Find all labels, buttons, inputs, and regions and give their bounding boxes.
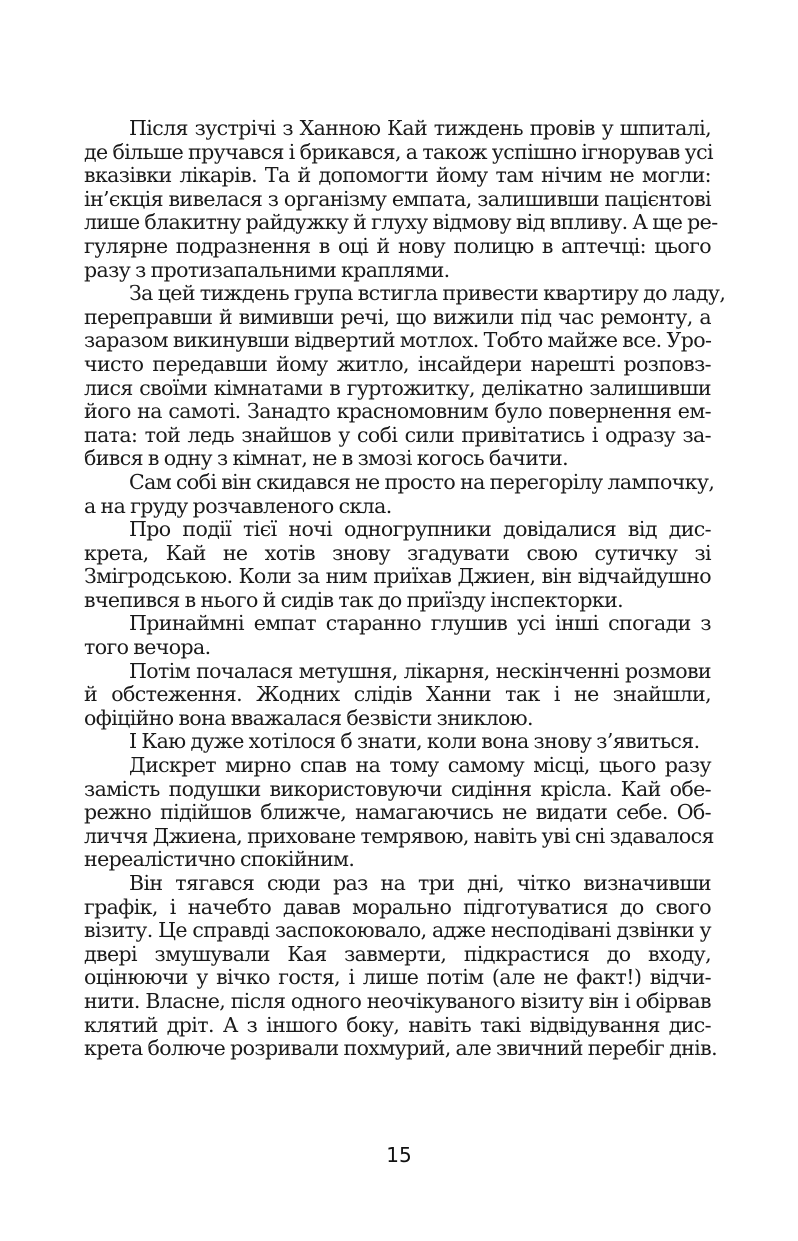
- paragraph: [84, 730, 711, 754]
- text-line: чисто передавши йому житло, інсайдери нарешті розповз-: [84, 351, 711, 376]
- text-line: ін’єкція вивелася з організму емпата, залишивши пацієнтові: [84, 186, 711, 211]
- text-line: замість подушки використовуючи сидіння крісла. Кай обе-: [84, 776, 711, 801]
- text-line: личчя Джиена, приховане темрявою, навіть уві сні здавалося: [84, 823, 714, 848]
- text-line: Про події тієї ночі одногрупники довідалися від дис-: [129, 517, 711, 542]
- text-line: заразом викинувши відвертий мотлох. Тобто майже все. Уро-: [84, 328, 712, 353]
- page-body: [84, 116, 726, 1061]
- text-line: двері змушували Кая завмерти, підкрастися до входу,: [84, 941, 711, 966]
- text-line: І Каю дуже хотілося б знати, коли вона знову з’явиться.: [129, 729, 700, 754]
- text-line: клятий дріт. А з іншого боку, навіть такі відвідування дис-: [84, 1012, 711, 1037]
- paragraph: [84, 612, 711, 659]
- paragraph: [84, 753, 714, 872]
- paragraph: [84, 660, 711, 731]
- text-line: Сам собі він скидався не просто на перегорілу лампочку,: [129, 469, 715, 494]
- text-line: разу з протизапальними краплями.: [84, 257, 450, 282]
- paragraph: [84, 518, 711, 612]
- paragraph: [84, 469, 715, 518]
- text-line: переправши й вимивши речі, що вижили під час ремонту, а: [84, 304, 711, 329]
- text-line: того вечора.: [84, 635, 211, 660]
- paragraph: [84, 116, 718, 282]
- text-line: режно підійшов ближче, намагаючись не видати себе. Об-: [84, 800, 711, 825]
- text-line: вказівки лікарів. Та й допомогти йому там нічим не могли:: [84, 163, 711, 188]
- text-line: Він тягався сюди раз на три дні, чітко визначивши: [129, 871, 711, 895]
- text-line: його на самоті. Занадто красномовним було повернення ем-: [84, 399, 711, 424]
- text-line: оцінюючи у вічко гостя, і лише потім (але не факт!) відчи-: [84, 965, 711, 990]
- text-line: лише блакитну райдужку й глуху відмову від впливу. А ще ре-: [84, 210, 718, 235]
- text-line: крета болюче розривали похмурий, але звичний перебіг днів.: [84, 1036, 717, 1061]
- text-line: бився в одну з кімнат, не в змозі когось бачити.: [84, 446, 568, 471]
- text-line: За цей тиждень група встигла привести квартиру до ладу,: [129, 281, 726, 306]
- paragraph: [84, 871, 717, 1061]
- text-line: гулярне подразнення в оці й нову полицю в аптечці: цього: [84, 233, 711, 258]
- text-line: нити. Власне, після одного неочікуваного візиту він і обірвав: [84, 988, 711, 1013]
- text-line: де більше пручався і брикався, а також успішно ігнорував усі: [84, 139, 713, 164]
- text-line: вчепився в нього й сидів так до приїзду інспекторки.: [84, 587, 624, 612]
- text-line: Потім почалася метушня, лікарня, нескінченні розмови: [129, 658, 711, 683]
- text-line: Після зустрічі з Ханною Кай тиждень провів у шпиталі,: [129, 116, 711, 140]
- text-line: а на груду розчавленого скла.: [84, 493, 392, 518]
- page-number: 15: [386, 1143, 412, 1167]
- text-line: Дискрет мирно спав на тому самому місці, цього разу: [129, 753, 711, 778]
- text-line: Принаймні емпат старанно глушив усі інші спогади з: [129, 611, 711, 636]
- paragraph: [84, 281, 726, 471]
- text-line: й обстеження. Жодних слідів Ханни так і не знайшли,: [84, 682, 711, 707]
- text-line: графік, і начебто давав морально підготуватися до свого: [84, 894, 711, 919]
- text-line: нереалістично спокійним.: [84, 847, 355, 872]
- text-line: візиту. Це справді заспокоювало, адже несподівані дзвінки у: [84, 918, 711, 943]
- text-line: офіційно вона вважалася безвісти зниклою.: [84, 705, 533, 730]
- text-line: Змігродською. Коли за ним приїхав Джиен, він відчайдушно: [84, 564, 711, 589]
- text-line: крета, Кай не хотів знову згадувати свою сутичку зі: [84, 540, 711, 565]
- text-line: пата: той ледь знайшов у собі сили привітатись і одразу за-: [84, 422, 711, 447]
- text-line: лися своїми кімнатами в гуртожитку, делікатно залишивши: [84, 375, 711, 400]
